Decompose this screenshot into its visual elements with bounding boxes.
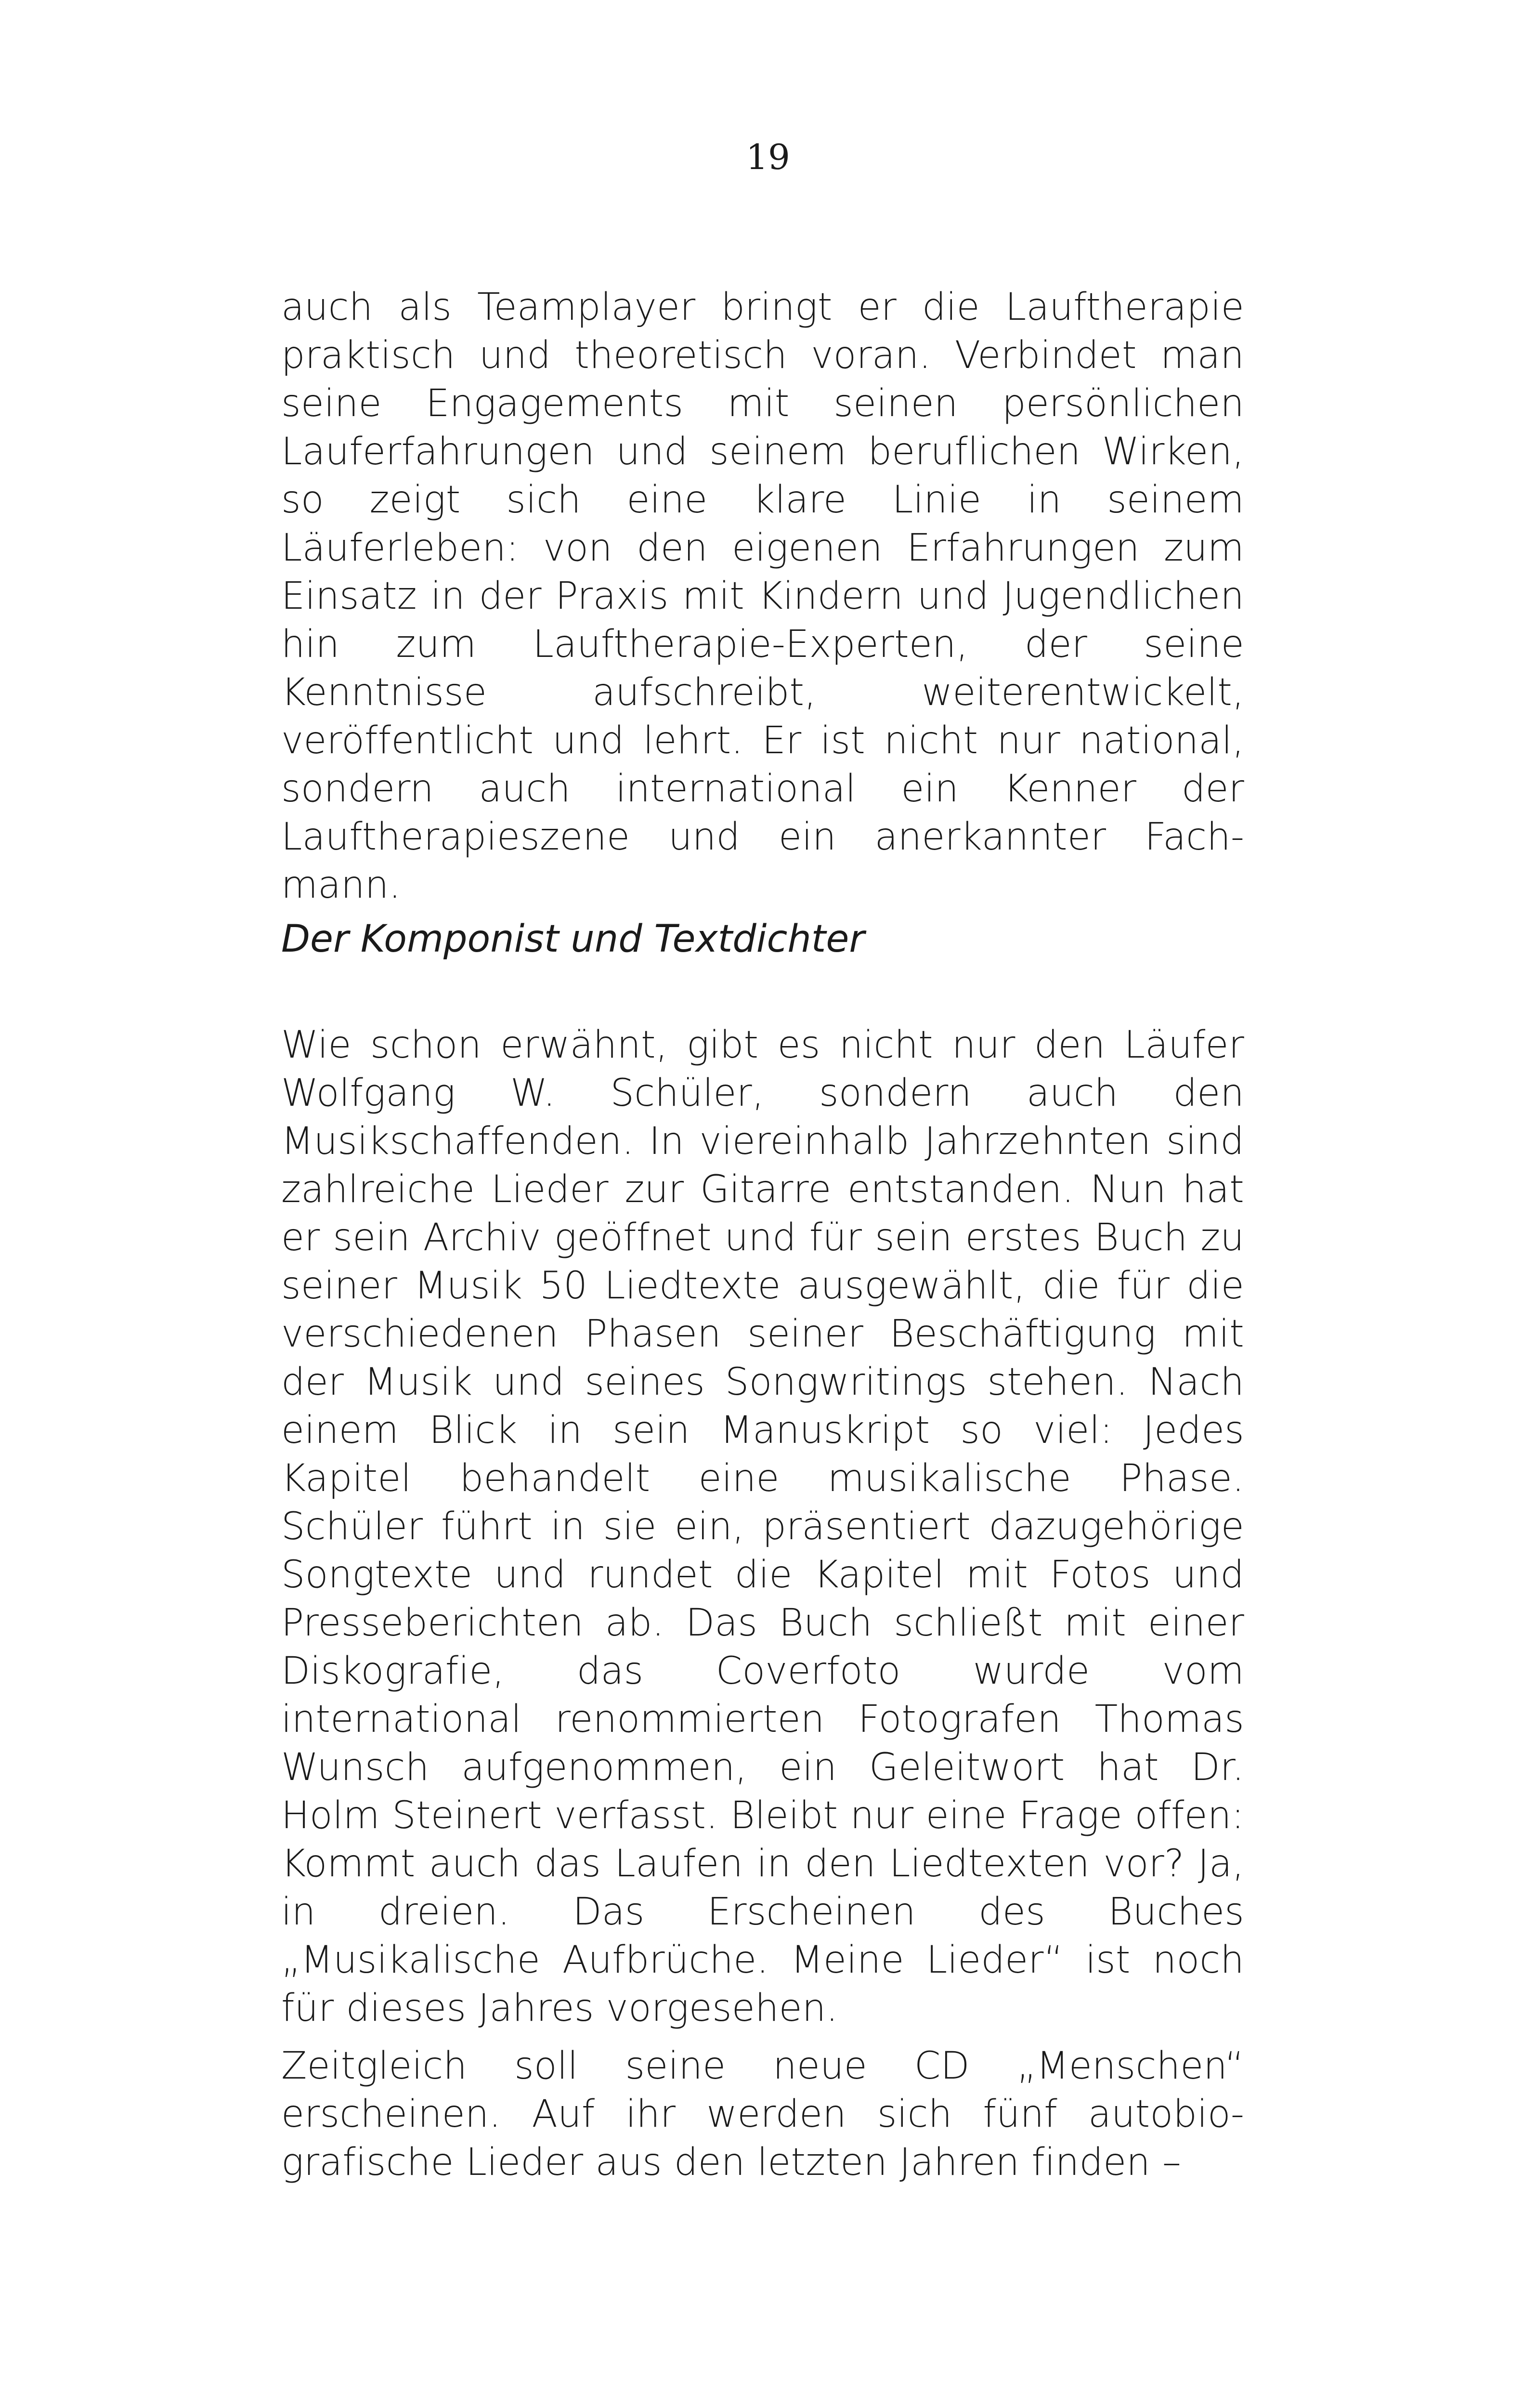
- page-number: 19: [746, 137, 790, 177]
- paragraph-musikschaffender: Wie schon erwähnt, gibt es nicht nur den Läufer Wolfgang W. Schüler, sondern auch den Musikschaffenden. In viereinhalb Jahrzehnten sind zahlreiche Lieder zur Gitarre entstanden. Nun hat er sein Archiv geöffnet und für sein erstes Buch zu seiner Musik 50 Liedtexte ausgewählt, die für die verschiedenen Phasen seiner Beschäftigung mit der Musik und seines Songwritings stehen. Nach einem Blick in sein Manuskript so viel: Jedes Kapitel behandelt eine musikalische Phase. Schüler führt in sie ein, präsentiert dazugehörige Songtexte und rundet die Kapitel mit Fotos und Presseberichten ab. Das Buch schließt mit einer Diskografie, das Coverfoto wurde vom international renommierten Fotografen Thomas Wunsch aufgenommen, ein Geleitwort hat Dr. Holm Steinert verfasst. Bleibt nur eine Frage offen: Kommt auch das Laufen in den Liedtexten vor? Ja, in dreien. Das Erscheinen des Buches „Musikalische Aufbrüche. Meine Lieder“ ist noch für dieses Jahres vorgesehen.: [281, 1023, 1244, 2030]
- paragraph-lauftherapie: auch als Teamplayer bringt er die Lauftherapie praktisch und theoretisch voran. Verbindet man seine Engagements mit seinen persönlichen Lauferfahrungen und seinem beruflichen Wirken, so zeigt sich eine klare Linie in seinem Läuferleben: von den eigenen Erfahrungen zum Einsatz in der Praxis mit Kindern und Jugendlichen hin zum Lauftherapie-Experten, der seine Kenntnisse aufschreibt, weiterentwickelt, veröffentlicht und lehrt. Er ist nicht nur national, sondern auch international ein Kenner der Lauftherapieszene und ein anerkannter Fachmann.: [281, 286, 1244, 907]
- section-heading: Der Komponist und Textdichter: [281, 917, 865, 961]
- paragraph-cd-menschen: Zeitgleich soll seine neue CD „Menschen“ erscheinen. Auf ihr werden sich fünf autobiografische Lieder aus den letzten Jahren finden –: [281, 2044, 1244, 2184]
